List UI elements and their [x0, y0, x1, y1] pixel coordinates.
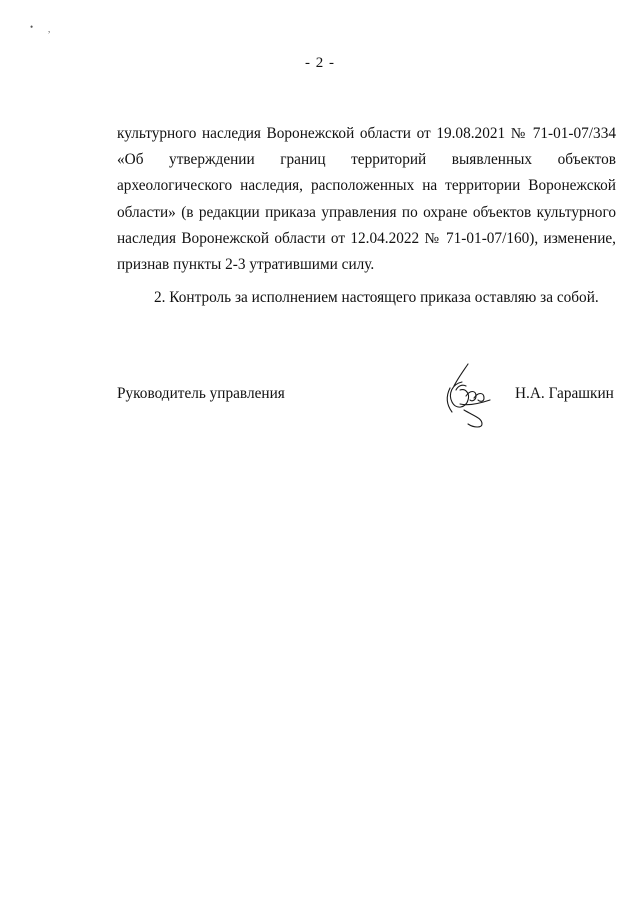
body-line: «Об утверждении границ территорий выявленных объектов — [117, 151, 616, 169]
body-line: области» (в редакции приказа управления по охране объектов культурного — [117, 203, 616, 221]
scan-artifact-dot: , — [48, 24, 51, 34]
signer-position-title: Руководитель управления — [117, 385, 285, 402]
body-line: признав пункты 2-3 утратившими силу. — [117, 256, 375, 274]
body-line: наследия Воронежской области от 12.04.2022 № 71-01-07/160), изменение, — [117, 229, 616, 247]
handwritten-signature-icon — [438, 360, 498, 430]
page-number: - 2 - — [305, 55, 335, 71]
document-body — [117, 121, 616, 311]
body-line: археологического наследия, расположенных на территории Воронежской — [117, 177, 616, 195]
body-paragraph-2: 2. Контроль за исполнением настоящего приказа оставляю за собой. — [154, 289, 599, 307]
scan-artifact-dot: • — [30, 22, 34, 32]
signer-name: Н.А. Гарашкин — [515, 385, 614, 402]
body-line: культурного наследия Воронежской области от 19.08.2021 № 71-01-07/334 — [117, 125, 616, 142]
